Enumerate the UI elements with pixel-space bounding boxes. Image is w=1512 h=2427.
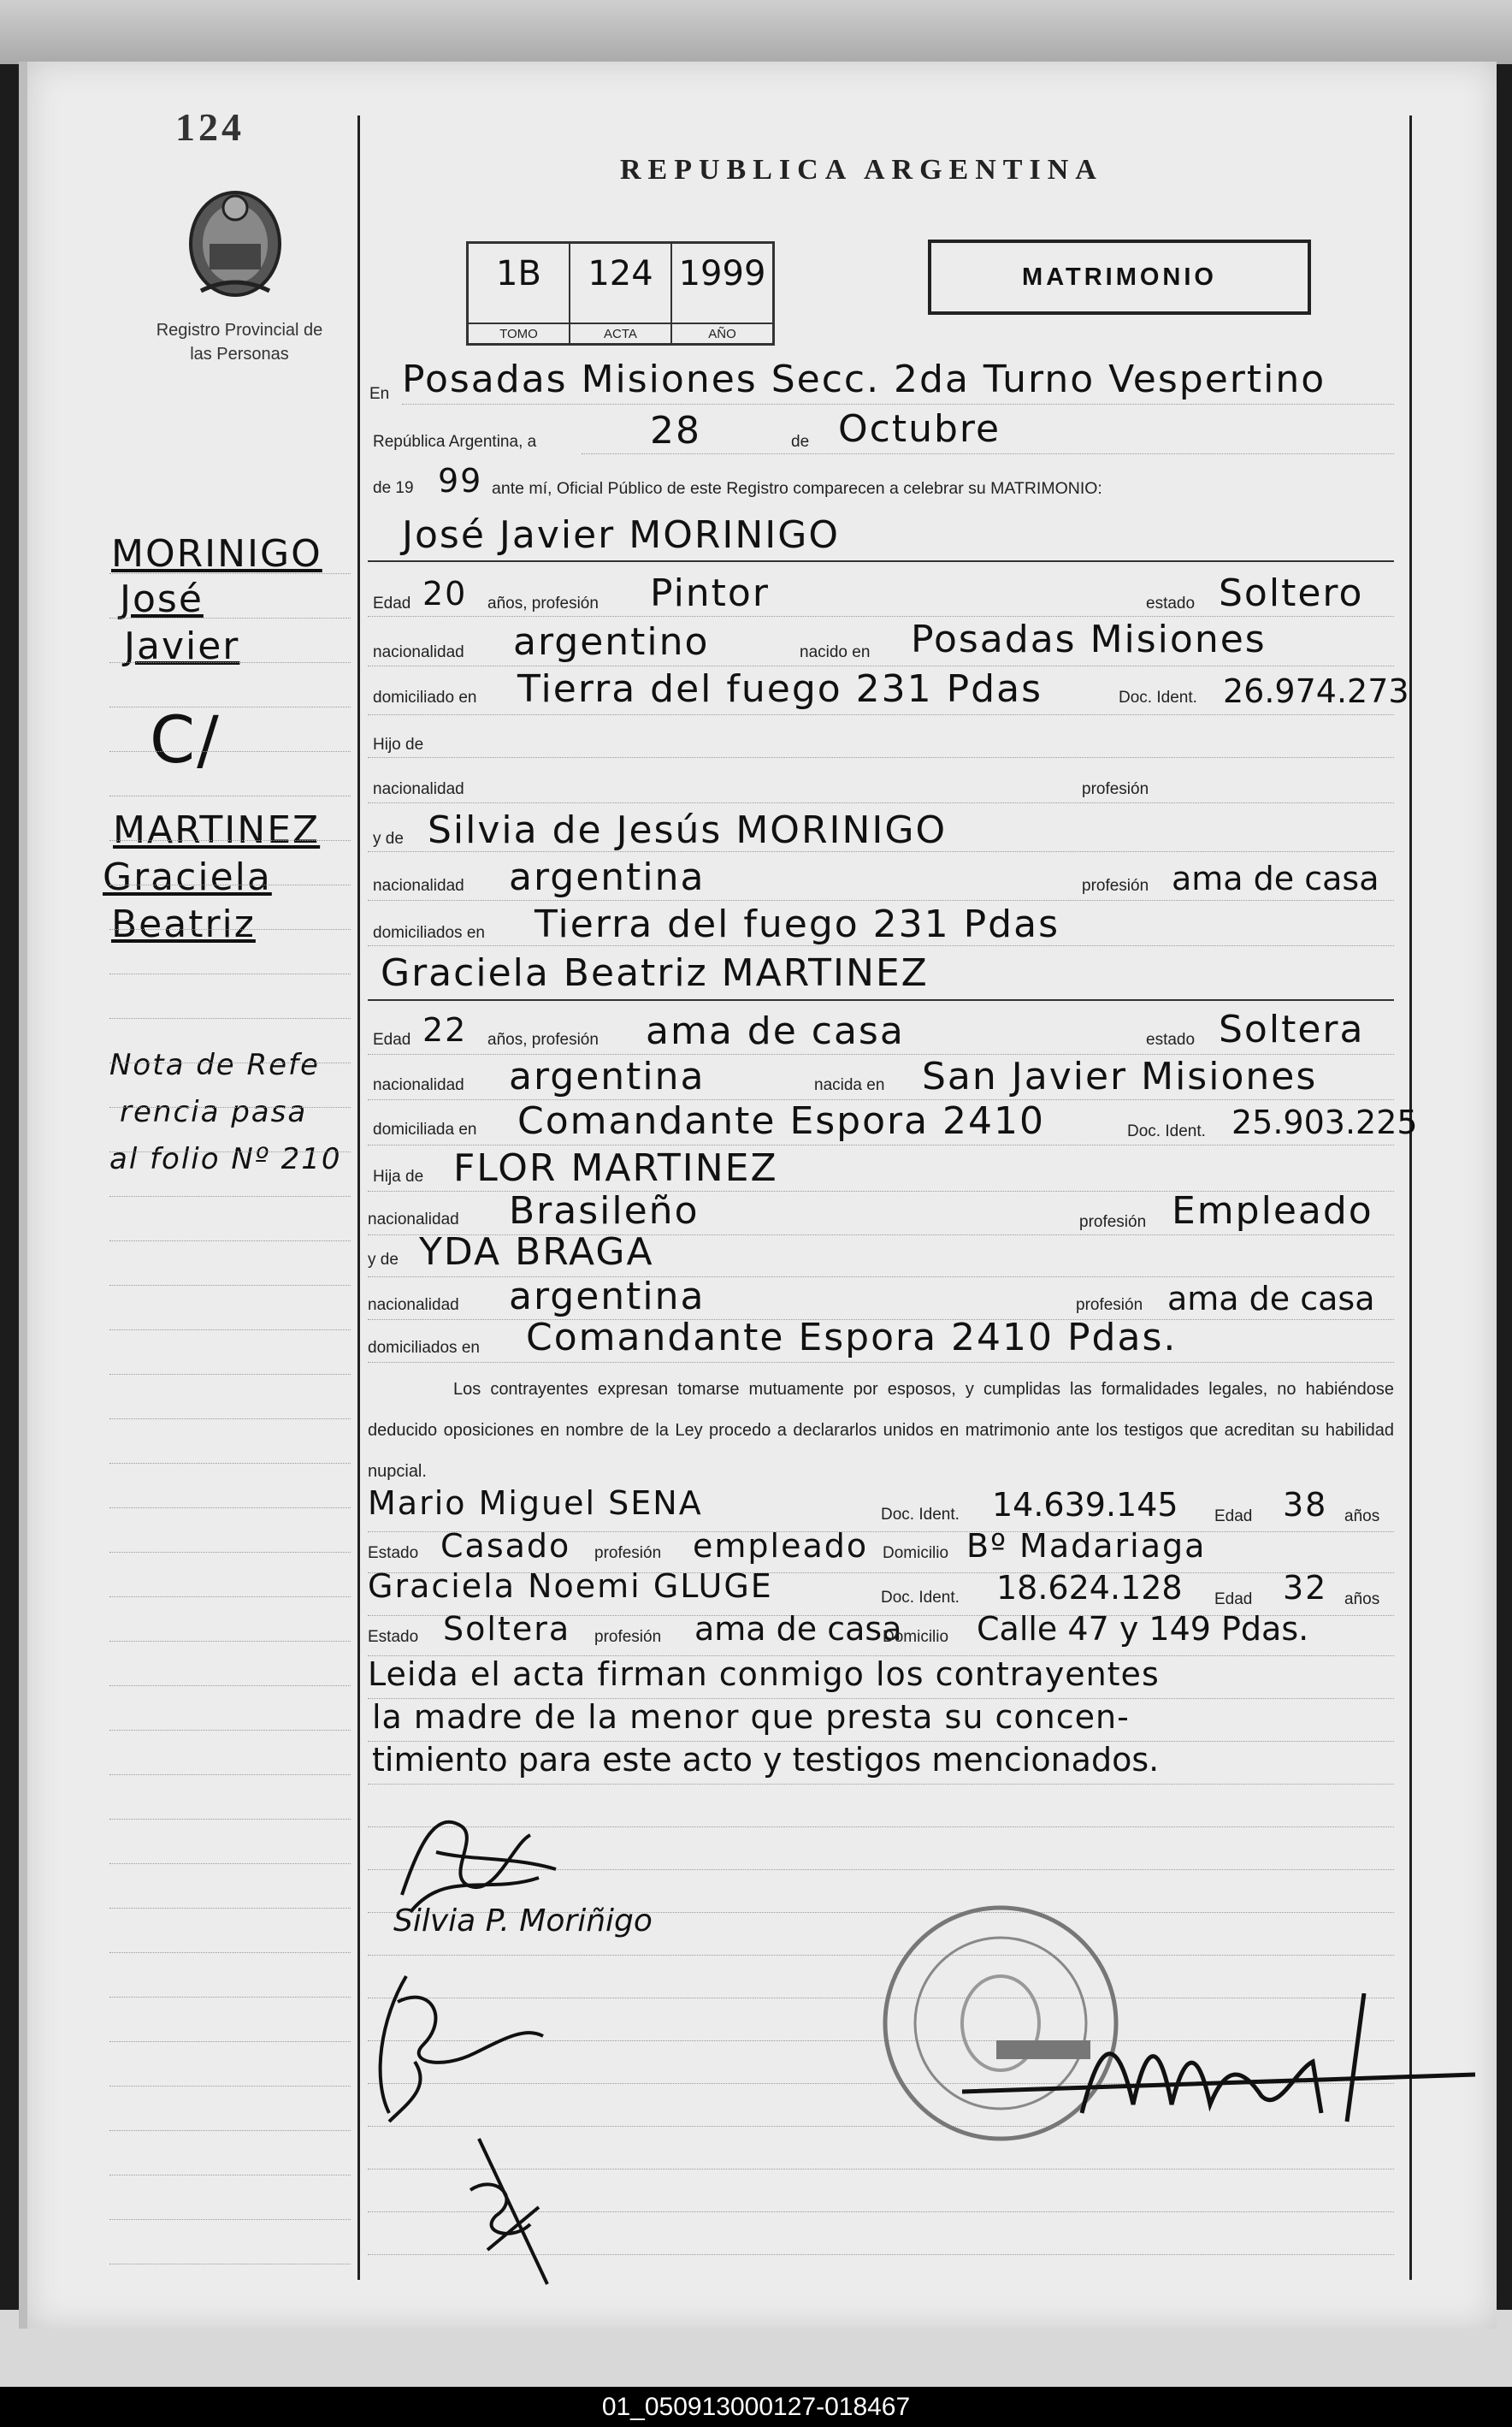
witness2-age: 32	[1283, 1569, 1328, 1607]
day: 28	[650, 409, 701, 453]
margin-rule	[109, 618, 351, 619]
margin-connector: C/	[150, 701, 221, 778]
rule	[368, 1362, 1394, 1363]
document-id: 01_050913000127-018467	[0, 2387, 1512, 2427]
label-nacido-en: nacido en	[800, 643, 871, 661]
margin-rule	[109, 1952, 351, 1953]
book-top-edge	[0, 0, 1512, 64]
label-hija-de: Hija de	[373, 1168, 424, 1186]
label-hijo-de: Hijo de	[373, 736, 424, 754]
label-doc-ident-bride: Doc. Ident.	[1127, 1122, 1206, 1140]
margin-note-3: al folio Nº 210	[109, 1142, 342, 1176]
margin-rule	[109, 662, 351, 663]
margin-rule	[109, 1819, 351, 1820]
margin-rule	[109, 2086, 351, 2087]
label-domiciliados-en: domiciliados en	[373, 924, 485, 942]
label-anos-profesion: años, profesión	[487, 595, 599, 613]
margin-rule	[109, 1552, 351, 1553]
acta-label: ACTA	[570, 323, 670, 341]
witness1-age: 38	[1283, 1486, 1328, 1524]
margin-rule	[109, 2041, 351, 2042]
bride-mother-name: YDA BRAGA	[419, 1230, 654, 1274]
margin-rule	[109, 2219, 351, 2220]
label-domiciliada-en: domiciliada en	[373, 1121, 477, 1139]
rule	[368, 1784, 1394, 1785]
margin-rule	[109, 1596, 351, 1597]
label-republica-a: República Argentina, a	[373, 433, 537, 451]
witness2-doc: 18.624.128	[996, 1569, 1183, 1607]
label-anos-w1: años	[1344, 1507, 1380, 1525]
witness2-address: Calle 47 y 149 Pdas.	[977, 1610, 1309, 1648]
closing-line-2: la madre de la menor que presta su concen-	[372, 1698, 1130, 1736]
margin-rule	[109, 1774, 351, 1775]
label-y-de: y de	[373, 830, 404, 848]
witness1-name: Mario Miguel SENA	[368, 1484, 703, 1522]
witness1-civil-status: Casado	[440, 1527, 571, 1565]
label-edad-w1: Edad	[1214, 1507, 1253, 1525]
margin-rule	[109, 1507, 351, 1508]
label-y-de-bride: y de	[368, 1251, 399, 1269]
rule	[368, 616, 1394, 617]
margin-bride-second: Beatriz	[111, 903, 256, 946]
groom-doc: 26.974.273	[1223, 672, 1409, 710]
bride-doc: 25.903.225	[1231, 1104, 1418, 1141]
bride-father-name: FLOR MARTINEZ	[453, 1146, 778, 1190]
margin-rule	[109, 1908, 351, 1909]
margin-rule	[109, 1418, 351, 1419]
label-doc-ident-w2: Doc. Ident.	[881, 1589, 960, 1607]
ano-label: AÑO	[672, 323, 772, 341]
label-estado-w2: Estado	[368, 1628, 419, 1646]
bride-address: Comandante Espora 2410	[517, 1099, 1046, 1143]
label-estado-w1: Estado	[368, 1544, 419, 1562]
rule	[368, 900, 1394, 901]
record-index-box	[466, 241, 775, 346]
bride-civil-status: Soltera	[1219, 1008, 1365, 1051]
label-edad: Edad	[373, 595, 411, 613]
bride-nationality: argentina	[509, 1055, 706, 1098]
margin-rule	[109, 1641, 351, 1642]
groom-profession: Pintor	[650, 571, 770, 615]
label-edad-w2: Edad	[1214, 1590, 1253, 1608]
label-nacionalidad-father: nacionalidad	[373, 780, 464, 798]
bride-birthplace: San Javier Misiones	[922, 1055, 1318, 1098]
margin-rule	[109, 751, 351, 752]
margin-note-2: rencia pasa	[120, 1095, 308, 1129]
label-doc-ident: Doc. Ident.	[1119, 689, 1197, 707]
country-title: REPUBLICA ARGENTINA	[620, 154, 1103, 186]
groom-birthplace: Posadas Misiones	[911, 618, 1267, 661]
groom-mother-name: Silvia de Jesús MORINIGO	[428, 808, 948, 852]
groom-full-name: José Javier MORINIGO	[402, 513, 840, 557]
rule	[368, 757, 1394, 758]
label-profesion-bride-father: profesión	[1079, 1213, 1147, 1231]
label-nacionalidad-mother: nacionalidad	[373, 877, 464, 895]
margin-rule	[109, 1463, 351, 1464]
witness1-doc: 14.639.145	[992, 1486, 1178, 1524]
legal-text: Los contrayentes expresan tomarse mutuamente por esposos, y cumplidas las formalidades legales, no habiéndose deducido oposiciones en nombre de la Ley procedo a declararlos unidos en matrimonio ante los testigos que acreditan su habilidad nupcial.	[368, 1380, 1394, 1481]
record-type-box: MATRIMONIO	[928, 240, 1311, 315]
label-profesion-w1: profesión	[594, 1544, 662, 1562]
margin-rule	[109, 1151, 351, 1152]
witness2-name: Graciela Noemi GLUGE	[368, 1567, 773, 1605]
groom-mother-nationality: argentina	[509, 855, 706, 899]
witness2-civil-status: Soltera	[443, 1610, 571, 1648]
margin-rule	[109, 1730, 351, 1731]
margin-rule	[109, 1329, 351, 1330]
tomo-label: TOMO	[469, 323, 569, 341]
acta-cell	[570, 244, 672, 343]
label-de-19: de 19	[373, 479, 414, 497]
margin-rule	[109, 1685, 351, 1686]
label-edad-bride: Edad	[373, 1031, 411, 1049]
margin-rule	[109, 1863, 351, 1864]
bride-parents-address: Comandante Espora 2410 Pdas.	[526, 1316, 1178, 1359]
groom-address: Tierra del fuego 231 Pdas	[517, 667, 1042, 711]
rule	[368, 560, 1394, 562]
bride-full-name: Graciela Beatriz MARTINEZ	[381, 951, 929, 995]
mother-signature: Silvia P. Moriñigo	[393, 1903, 653, 1939]
registry-name: Registro Provincial de las Personas	[156, 321, 323, 364]
label-profesion-w2: profesión	[594, 1628, 662, 1646]
label-de-month: de	[791, 433, 810, 451]
margin-rule	[109, 1997, 351, 1998]
groom-parents-address: Tierra del fuego 231 Pdas	[535, 903, 1060, 946]
rule	[368, 999, 1394, 1001]
coat-of-arms-icon	[184, 184, 286, 304]
folio-number: 124	[175, 105, 245, 149]
margin-rule	[109, 1240, 351, 1241]
margin-rule	[109, 1107, 351, 1108]
bride-father-profession: Empleado	[1172, 1189, 1373, 1233]
label-en: En	[369, 385, 390, 403]
margin-note-1: Nota de Refe	[109, 1048, 320, 1082]
rule	[582, 453, 1394, 454]
label-doc-ident-w1: Doc. Ident.	[881, 1506, 960, 1524]
margin-rule	[109, 1285, 351, 1286]
margin-groom-second: Javier	[124, 625, 240, 668]
margin-rule	[109, 929, 351, 930]
margin-rule	[109, 2130, 351, 2131]
bride-mother-nationality: argentina	[509, 1275, 706, 1318]
label-domicilio-w1: Domicilio	[883, 1544, 949, 1562]
closing-line-3: timiento para este acto y testigos mencionados.	[372, 1741, 1160, 1779]
label-domicilio-w2: Domicilio	[883, 1628, 949, 1646]
month: Octubre	[838, 407, 1001, 451]
label-anos-w2: años	[1344, 1590, 1380, 1608]
margin-rule	[109, 1374, 351, 1375]
label-estado: estado	[1146, 595, 1196, 613]
groom-civil-status: Soltero	[1219, 571, 1364, 615]
bride-mother-profession: ama de casa	[1167, 1280, 1375, 1317]
witness1-address: Bº Madariaga	[966, 1527, 1207, 1565]
closing-line-1: Leida el acta firman conmigo los contrayentes	[368, 1655, 1160, 1693]
margin-bride-surname: MARTINEZ	[113, 808, 321, 852]
label-estado-bride: estado	[1146, 1031, 1196, 1049]
rule	[368, 714, 1394, 715]
rule	[368, 802, 1394, 803]
margin-rule	[109, 1196, 351, 1197]
right-border	[1409, 115, 1412, 2280]
groom-mother-profession: ama de casa	[1172, 860, 1379, 897]
label-profesion-mother: profesión	[1082, 877, 1149, 895]
witness-signature	[462, 2122, 564, 2297]
ano-cell	[672, 244, 772, 343]
officer-signature	[962, 1993, 1475, 2143]
year-suffix: 99	[438, 462, 483, 500]
bride-age: 22	[422, 1011, 468, 1049]
label-profesion-bride-mother: profesión	[1076, 1296, 1143, 1314]
rule	[368, 945, 1394, 946]
label-nacionalidad-bride-mother: nacionalidad	[368, 1296, 459, 1314]
label-nacida-en: nacida en	[814, 1076, 885, 1094]
acta-value: 124	[588, 254, 653, 293]
bride-father-nationality: Brasileño	[509, 1189, 700, 1233]
label-domiciliado-en: domiciliado en	[373, 689, 477, 707]
witness1-profession: empleado	[693, 1527, 869, 1565]
label-nacionalidad-bride: nacionalidad	[373, 1076, 464, 1094]
groom-age: 20	[422, 575, 468, 613]
label-nacionalidad: nacionalidad	[373, 643, 464, 661]
bride-signature	[355, 1950, 560, 2134]
margin-rule	[109, 573, 351, 574]
place: Posadas Misiones Secc. 2da Turno Vespertino	[402, 358, 1326, 401]
rule	[402, 404, 1394, 405]
tomo-cell	[469, 244, 570, 343]
tomo-value: 1B	[496, 254, 541, 293]
margin-rule	[109, 1018, 351, 1019]
margin-bride-first: Graciela	[103, 855, 272, 899]
label-ante-mi: ante mí, Oficial Público de este Registro comparecen a celebrar su MATRIMONIO:	[492, 479, 1102, 498]
rule	[368, 851, 1394, 852]
label-nacionalidad-bride-father: nacionalidad	[368, 1211, 459, 1228]
bride-profession: ama de casa	[646, 1009, 905, 1053]
margin-groom-surname: MORINIGO	[111, 532, 322, 576]
margin-groom-first: José	[120, 577, 204, 621]
ano-value: 1999	[678, 254, 766, 293]
label-domiciliados-en-bride: domiciliados en	[368, 1339, 480, 1357]
margin-rule	[109, 840, 351, 841]
label-anos-profesion-bride: años, profesión	[487, 1031, 599, 1049]
label-profesion-father: profesión	[1082, 780, 1149, 798]
groom-nationality: argentino	[513, 620, 710, 664]
witness2-profession: ama de casa	[694, 1610, 902, 1648]
